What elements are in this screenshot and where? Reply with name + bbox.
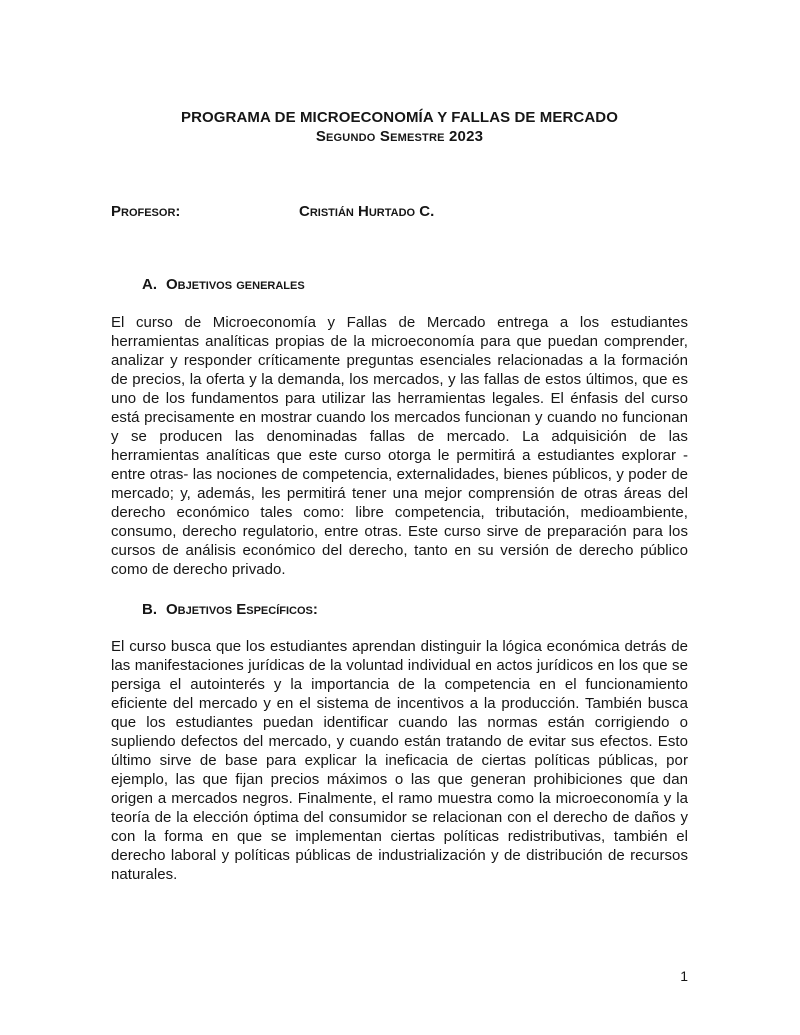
section-b-title: Objetivos Específicos: [166,601,318,618]
document-title: PROGRAMA DE MICROECONOMÍA Y FALLAS DE MERCADO [180,109,619,126]
section-objetivos-generales [111,275,688,579]
section-b-paragraph: El curso busca que los estudiantes aprendan distinguir la lógica económica detrás de las manifestaciones jurídicas de la voluntad individual en actos jurídicos en los que se persiga el autointerés y la importancia de la competencia en el funcionamiento eficiente del mercado y en el sistema de incentivos a la producción. También busca que los estudiantes puedan identificar cuando las normas están corrigiendo o supliendo defectos del mercado, y cuando están tratando de evitar sus efectos. Esto último sirve de base para explicar la ineficacia de ciertas políticas públicas, por ejemplo, las que fijan precios máximos o las que generan prohibiciones que dan origen a mercados negros. Finalmente, el ramo muestra como la microeconomía y la teoría de la elección óptima del consumidor se relacionan con el derecho de daños y con la forma en que se implementan ciertas políticas redistributivas, también el derecho laboral y políticas públicas de industrialización y de distribución de recursos naturales. [111,638,688,883]
professor-label: Profesor: [111,203,181,220]
section-objetivos-especificos [111,600,688,884]
document-header [111,108,688,146]
section-b-letter: B. [142,601,157,618]
document-subtitle: Segundo Semestre 2023 [315,128,484,145]
section-a-letter: A. [142,276,157,293]
professor-row [111,202,688,221]
professor-name: Cristián Hurtado C. [299,203,435,220]
section-a-heading [111,275,688,294]
section-b-heading [111,600,688,619]
section-a-title: Objetivos generales [166,276,305,293]
page-number: 1 [680,968,688,984]
section-a-paragraph: El curso de Microeconomía y Fallas de Mercado entrega a los estudiantes herramientas analíticas propias de la microeconomía para que puedan comprender, analizar y responder críticamente preguntas esenciales relacionadas a la formación de precios, la oferta y la demanda, los mercados, y las fallas de estos últimos, que es uno de los fundamentos para utilizar las herramientas legales. El énfasis del curso está precisamente en mostrar cuando los mercados funcionan y cuando no funcionan y se producen las denominadas fallas de mercado. La adquisición de las herramientas analíticas que este curso otorga le permitirá a estudiantes explorar - entre otras- las nociones de competencia, externalidades, bienes públicos, y poder de mercado; y, además, les permitirá tener una mejor comprensión de otras áreas del derecho económico tales como: libre competencia, tributación, medioambiente, consumo, derecho regulatorio, entre otras. Este curso sirve de preparación para los cursos de análisis económico del derecho, tanto en su versión de derecho público como de derecho privado. [111,314,688,578]
